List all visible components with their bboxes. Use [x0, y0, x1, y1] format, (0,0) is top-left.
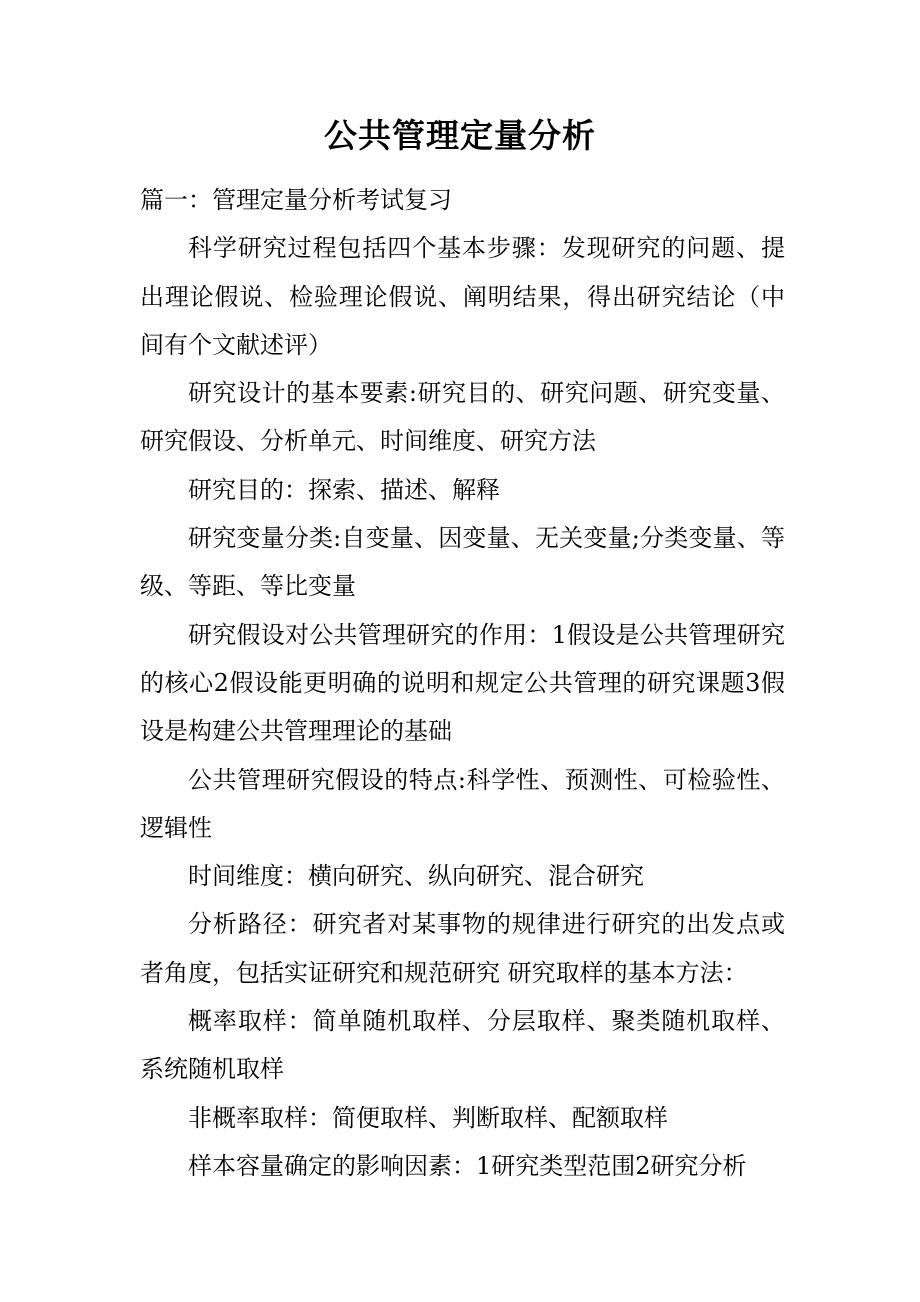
paragraph-nonprobability-sampling: 非概率取样：简便取样、判断取样、配额取样 — [188, 1103, 668, 1132]
paragraph-design-elements: 研究设计的基本要素:研究目的、研究问题、研究变量、研究假设、分析单元、时间维度、研究方法 — [140, 379, 785, 456]
paragraph-research-process: 科学研究过程包括四个基本步骤：发现研究的问题、提出理论假说、检验理论假说、阐明结果，得出研究结论（中间有个文献述评） — [140, 234, 785, 359]
paragraph-probability-sampling: 概率取样：简单随机取样、分层取样、聚类随机取样、系统随机取样 — [140, 1007, 785, 1084]
paragraph-research-purpose: 研究目的：探索、描述、解释 — [188, 475, 500, 504]
paragraph-variable-types: 研究变量分类:自变量、因变量、无关变量;分类变量、等级、等距、等比变量 — [140, 524, 785, 601]
paragraph-time-dimension: 时间维度：横向研究、纵向研究、混合研究 — [188, 862, 644, 891]
paragraph-hypothesis-features: 公共管理研究假设的特点:科学性、预测性、可检验性、逻辑性 — [140, 765, 785, 842]
document-title: 公共管理定量分析 — [324, 116, 596, 155]
section-heading: 篇一：管理定量分析考试复习 — [140, 186, 452, 214]
paragraph-analysis-path: 分析路径：研究者对某事物的规律进行研究的出发点或者角度，包括实证研究和规范研究 研究取样的基本方法： — [140, 910, 785, 987]
paragraph-sample-size: 样本容量确定的影响因素：1研究类型范围2研究分析 — [188, 1151, 747, 1180]
paragraph-hypothesis-role: 研究假设对公共管理研究的作用：1假设是公共管理研究的核心2假设能更明确的说明和规定公共管理的研究课题3假设是构建公共管理理论的基础 — [140, 620, 785, 746]
document-body — [140, 176, 785, 1190]
